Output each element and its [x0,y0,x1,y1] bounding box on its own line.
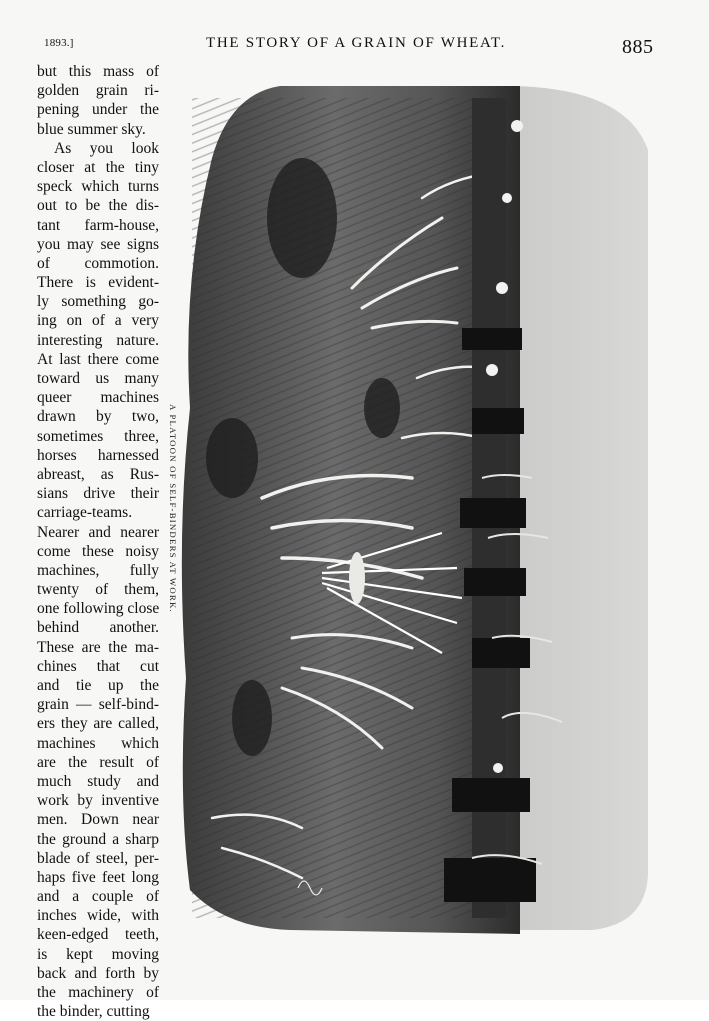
body-line: drawn by two, [37,408,159,426]
running-head-year: 1893.] [44,37,74,49]
body-line: Nearer and nearer [37,523,159,541]
body-line: behind another. [37,619,159,637]
body-line: work by inventive [37,792,159,810]
body-line: the machinery of [37,984,159,1001]
body-line: blue summer sky. [37,120,146,138]
body-line: haps five feet long [37,868,159,886]
body-line: you may see signs [37,235,159,253]
body-line: come these noisy [37,542,159,560]
body-line: There is evident- [37,274,159,292]
body-line: and a couple of [37,888,159,906]
body-line: closer at the tiny [37,158,159,176]
body-line: out to be the dis- [37,197,159,215]
body-line: At last there come [37,350,159,368]
body-line: chines that cut [37,657,159,675]
body-line: men. Down near [37,811,159,829]
body-line: inches wide, with [37,907,159,925]
body-line: blade of steel, per- [37,849,159,867]
body-line: sians drive their [37,485,159,503]
body-line: are the result of [37,753,159,771]
body-line: back and forth by [37,964,159,982]
body-line: is kept moving [37,945,159,963]
illustration-image [172,78,652,938]
body-line: golden grain ri- [37,82,159,100]
body-line: ing on of a very [37,312,159,330]
body-line: As you look [54,139,159,157]
running-head-title: THE STORY OF A GRAIN OF WHEAT. [206,35,507,51]
body-line: twenty of them, [37,581,159,599]
wheat-harvest-illustration [172,78,652,938]
body-line: These are the ma- [37,638,159,656]
body-line: one following close [37,600,160,618]
body-line: abreast, as Rus- [37,465,159,483]
body-line: speck which turns [37,178,159,196]
body-line: machines, fully [37,561,159,579]
page-number: 885 [622,36,654,58]
body-line: keen-edged teeth, [37,926,159,944]
body-line: interesting nature. [37,331,159,349]
illustration-caption: A PLATOON OF SELF-BINDERS AT WORK. [168,404,178,613]
body-line: pening under the [37,101,159,119]
body-line: grain — self-bind- [37,696,159,714]
body-text-column [37,62,159,1021]
body-line: toward us many [37,370,159,387]
body-line: but this mass of [37,63,159,80]
body-line: ers they are called, [37,715,159,733]
body-line: tant farm-house, [37,216,159,234]
body-line: horses harnessed [37,446,159,464]
body-line: ly something go- [37,293,159,311]
body-line: queer machines [37,389,159,407]
body-line: machines which [37,734,159,752]
body-line: carriage-teams. [37,504,133,522]
body-line: the binder, cutting [37,1003,150,1021]
body-line: the ground a sharp [37,830,159,848]
body-line: of commotion. [37,254,159,272]
body-line: and tie up the [37,677,159,694]
body-line: much study and [37,772,159,790]
body-line: sometimes three, [37,427,159,445]
